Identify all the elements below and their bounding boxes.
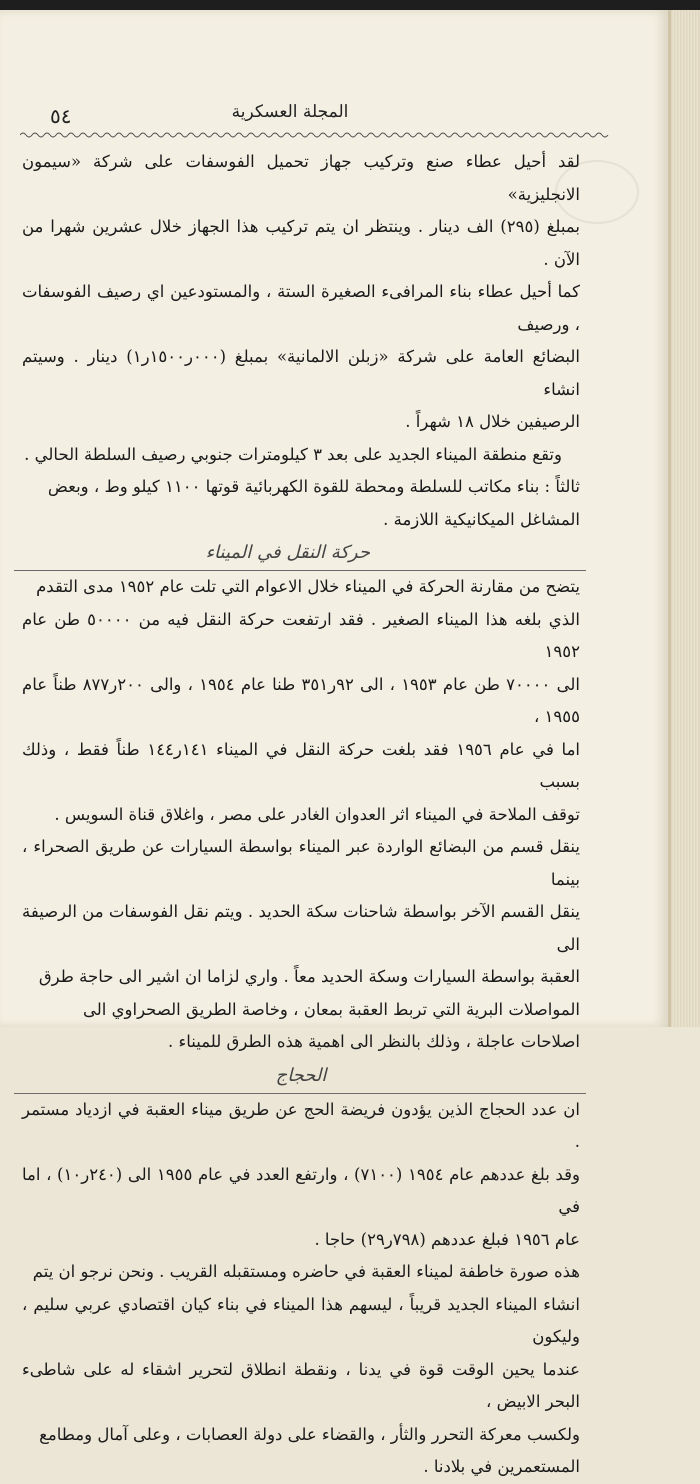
paragraph-line: العقبة بواسطة السيارات وسكة الحديد معاً . واري لزاما ان اشير الى حاجة طرق <box>38 967 580 986</box>
paragraph-line: عندما يحين الوقت قوة في يدنا ، ونقطة انطلاق لتحرير اشقاء له على شاطىء البحر الابيض ، <box>22 1359 580 1411</box>
paragraph-line: بمبلغ (٢٩٥) الف دينار . وينتظر ان يتم تركيب هذا الجهاز خلال عشرين شهرا من الآن . <box>22 217 580 269</box>
paragraph-line: الرصيفين خلال ١٨ شهراً . <box>405 412 580 431</box>
section-transport <box>22 571 580 1059</box>
section-construction <box>22 146 580 536</box>
page-fore-edge <box>668 10 700 1027</box>
paragraph-line: ينقل القسم الآخر بواسطة شاحنات سكة الحديد . ويتم نقل الفوسفات من الرصيفة الى <box>22 902 580 954</box>
paragraph-line: المشاغل الميكانيكية اللازمة . <box>383 509 580 529</box>
article-body <box>22 146 580 1484</box>
paragraph-line: ولكسب معركة التحرر والثأر ، والقضاء على دولة العصابات ، وعلى آمال ومطامع <box>39 1424 580 1444</box>
paragraph-line: اما في عام ١٩٥٦ فقد بلغت حركة النقل في الميناء ١٤١ر١٤٤ طناً فقط ، وذلك بسبب <box>22 739 580 791</box>
paragraph-line: الذي بلغه هذا الميناء الصغير . فقد ارتفعت حركة النقل فيه من ٥٠٠٠٠ طن عام ١٩٥٢ <box>22 609 580 661</box>
section-heading-pilgrims: الحجاج <box>275 1064 327 1086</box>
paragraph-line: المواصلات البرية التي تربط العقبة بمعان ، وخاصة الطريق الصحراوي الى <box>83 999 580 1019</box>
paragraph-line: كما أحيل عطاء بناء المرافىء الصغيرة الستة ، والمستودعين اي رصيف الفوسفات ، ورصيف <box>22 282 580 334</box>
paragraph-line: المستعمرين في بلادنا . <box>423 1457 580 1476</box>
paragraph-line: هذه صورة خاطفة لميناء العقبة في حاضره ومستقبله القريب . ونحن نرجو ان يتم <box>32 1262 580 1281</box>
paragraph-line: يتضح من مقارنة الحركة في الميناء خلال الاعوام التي تلت عام ١٩٥٢ مدى التقدم <box>36 577 580 596</box>
header-rule <box>20 130 650 140</box>
running-head: المجلة العسكرية <box>231 102 349 122</box>
page-number: ٥٤ <box>50 104 72 128</box>
paragraph-line: اصلاحات عاجلة ، وذلك بالنظر الى اهمية هذه الطرق للميناء . <box>168 1032 580 1051</box>
paragraph-line: الى ٧٠٠٠٠ طن عام ١٩٥٣ ، الى ٩٢ر٣٥١ طنا عام ١٩٥٤ ، والى ٢٠٠ر٨٧٧ طناً عام ١٩٥٥ ، <box>22 674 580 726</box>
paragraph-line: ان عدد الحجاج الذين يؤدون فريضة الحج عن طريق ميناء العقبة في ازدياد مستمر . <box>22 1099 580 1151</box>
paragraph-line: وتقع منطقة الميناء الجديد على بعد ٣ كيلومترات جنوبي رصيف السلطة الحالي . <box>24 444 562 464</box>
section-heading-transport: حركة النقل في الميناء <box>205 542 370 563</box>
paragraph-line: ثالثاً : بناء مكاتب للسلطة ومحطة للقوة الكهربائية قوتها ١١٠٠ كيلو وط ، وبعض <box>47 477 580 496</box>
paragraph-line: البضائع العامة على شركة «زبلن الالمانية» بمبلغ (٠٠٠ر١٥٠٠ر١) دينار . وسيتم انشاء <box>22 347 580 399</box>
paragraph-line: لقد أحيل عطاء صنع وتركيب جهاز تحميل الفوسفات على شركة «سيمون الانجليزية» <box>22 152 580 204</box>
paragraph-line: وقد بلغ عددهم عام ١٩٥٤ (٧١٠٠) ، وارتفع العدد في عام ١٩٥٥ الى (٢٤٠ر١٠) ، اما في <box>22 1164 580 1216</box>
section-pilgrims <box>22 1094 580 1484</box>
paragraph-line: عام ١٩٥٦ فبلغ عددهم (٧٩٨ر٢٩) حاجا . <box>314 1229 580 1249</box>
paragraph-line: توقف الملاحة في الميناء اثر العدوان الغادر على مصر ، واغلاق قناة السويس . <box>54 804 580 824</box>
paragraph-line: انشاء الميناء الجديد قريباً ، ليسهم هذا الميناء في بناء كيان اقتصادي عربي سليم ، وليكون <box>22 1294 580 1346</box>
paragraph-line: ينقل قسم من البضائع الواردة عبر الميناء بواسطة السيارات عن طريق الصحراء ، بينما <box>22 837 580 889</box>
